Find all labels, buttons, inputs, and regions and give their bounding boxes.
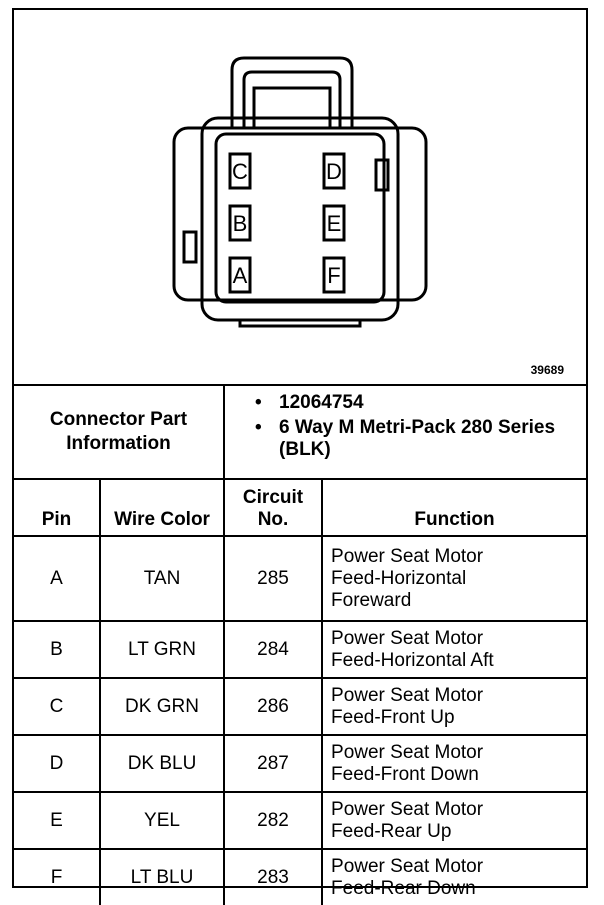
function-cell: Power Seat Motor Feed-Front Down [322, 735, 586, 792]
wire-color-cell: LT BLU [100, 849, 224, 905]
cavity-label-d: D [326, 159, 342, 184]
connector-body-outer [174, 128, 426, 300]
function-cell: Power Seat Motor Feed-Rear Up [322, 792, 586, 849]
wire-color-cell: LT GRN [100, 621, 224, 678]
circuit-cell: 285 [224, 536, 322, 621]
circuit-cell: 284 [224, 621, 322, 678]
wire-color-cell: DK BLU [100, 735, 224, 792]
cavity-label-c: C [232, 159, 248, 184]
wire-color-cell: YEL [100, 792, 224, 849]
wire-color-cell: DK GRN [100, 678, 224, 735]
connector-face-diagram [14, 10, 586, 384]
header-function: Function [322, 479, 586, 536]
pin-cell: E [14, 792, 100, 849]
table-row [14, 792, 586, 849]
pin-cell: F [14, 849, 100, 905]
cavity-label-e: E [326, 211, 342, 236]
table-row [14, 621, 586, 678]
circuit-cell: 283 [224, 849, 322, 905]
pin-table [14, 384, 586, 905]
header-pin: Pin [14, 479, 100, 536]
table-header-row [14, 479, 586, 536]
circuit-cell: 282 [224, 792, 322, 849]
connector-part-number: • 12064754 [255, 392, 586, 414]
figure-number: 39689 [530, 363, 564, 377]
cavity-label-a: A [232, 263, 248, 288]
latch-inner [244, 72, 340, 128]
function-cell: Power Seat Motor Feed-Rear Down [322, 849, 586, 905]
cavity-label-b: B [232, 211, 248, 236]
table-row [14, 536, 586, 621]
function-cell: Power Seat Motor Feed-Front Up [322, 678, 586, 735]
connector-drawing [14, 10, 586, 384]
connector-info-list [224, 385, 586, 479]
function-cell: Power Seat Motor Feed-Horizontal Foreward [322, 536, 586, 621]
connector-info-row [14, 385, 586, 479]
table-row [14, 735, 586, 792]
function-cell: Power Seat Motor Feed-Horizontal Aft [322, 621, 586, 678]
side-tab-left [184, 232, 196, 262]
header-circuit: Circuit No. [224, 479, 322, 536]
pin-cell: C [14, 678, 100, 735]
cavity-label-f: F [327, 263, 341, 288]
side-tab-right [376, 160, 388, 190]
pin-cell: D [14, 735, 100, 792]
header-wire-color: Wire Color [100, 479, 224, 536]
circuit-cell: 287 [224, 735, 322, 792]
pin-cell: A [14, 536, 100, 621]
table-row [14, 678, 586, 735]
pin-cell: B [14, 621, 100, 678]
wire-color-cell: TAN [100, 536, 224, 621]
latch-center [254, 88, 330, 128]
connector-info-label: Connector Part Information [14, 385, 224, 479]
connector-type: • 6 Way M Metri-Pack 280 Series (BLK) [255, 417, 586, 461]
connector-frame [12, 8, 588, 899]
circuit-cell: 286 [224, 678, 322, 735]
